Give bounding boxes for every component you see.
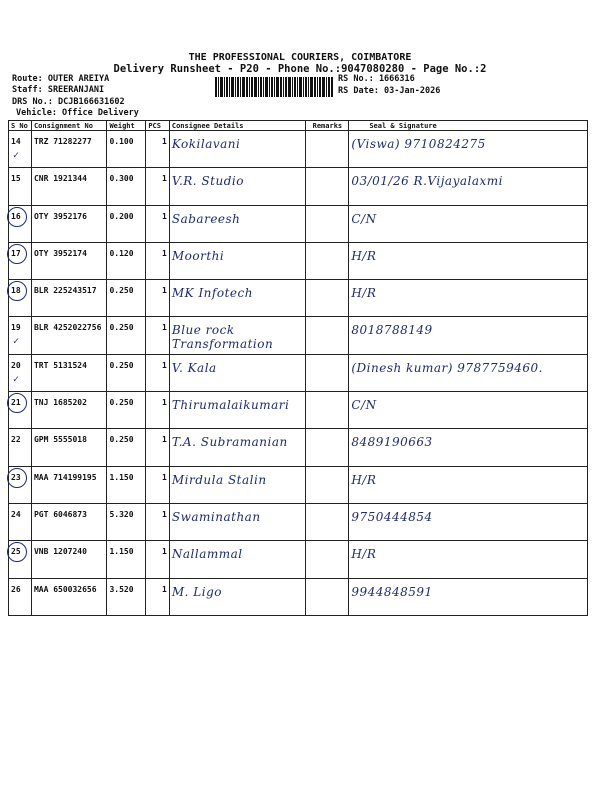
- serial-number-cell: [9, 168, 32, 205]
- pcs-cell: [146, 168, 170, 205]
- pcs-cell: [146, 578, 170, 615]
- vehicle-label: Vehicle: Office Delivery: [16, 108, 139, 118]
- circle-mark-icon: [7, 542, 27, 562]
- consignee-name: MK Infotech: [171, 286, 253, 301]
- check-mark-icon: ✓: [13, 373, 20, 385]
- company-title: THE PROFESSIONAL COURIERS, COIMBATORE: [188, 52, 412, 63]
- staff-label: Staff: SREERANJANI: [12, 85, 105, 95]
- serial-number-cell: [9, 578, 32, 615]
- consignee-name: Kokilavani: [171, 137, 241, 151]
- seal-cell: [349, 131, 588, 168]
- remarks-cell: [306, 168, 349, 205]
- pcs-cell: [146, 317, 170, 354]
- consignee-cell: [169, 541, 306, 578]
- serial-number: 15: [11, 174, 21, 184]
- consignment-cell: [31, 429, 107, 466]
- consignment-cell: [31, 578, 107, 615]
- pcs-value: 1: [162, 584, 167, 594]
- weight-cell: [107, 205, 146, 242]
- serial-number-cell: [9, 354, 32, 391]
- consignee-name: Thirumalaikumari: [171, 398, 290, 413]
- consignee-cell: [169, 429, 306, 466]
- col-remarks: Remarks: [306, 121, 349, 131]
- seal-cell: [349, 280, 588, 317]
- table-row: [9, 354, 588, 391]
- pcs-cell: [146, 354, 170, 391]
- seal-cell: [349, 392, 588, 429]
- consignee-name: M. Ligo: [171, 584, 223, 599]
- weight-value: 1.150: [109, 547, 134, 557]
- serial-number: 16: [11, 211, 21, 221]
- weight-value: 0.100: [109, 137, 134, 146]
- pcs-value: 1: [162, 248, 167, 258]
- col-sno: S No: [9, 121, 32, 131]
- weight-cell: [107, 168, 146, 205]
- consignee-name: Nallammal: [171, 547, 243, 562]
- consignee-cell: [169, 205, 306, 242]
- circle-mark-icon: [7, 468, 27, 488]
- consignment-number: GPM 5555018: [33, 435, 87, 445]
- weight-value: 0.250: [109, 286, 134, 296]
- serial-number: 17: [11, 248, 21, 258]
- barcode-image: [215, 77, 333, 97]
- pcs-cell: [146, 280, 170, 317]
- table-row: [9, 242, 588, 279]
- consignee-name: Mirdula Stalin: [171, 472, 267, 487]
- weight-value: 1.150: [109, 472, 134, 482]
- pcs-value: 1: [162, 509, 167, 519]
- consignment-number: OTY 3952174: [33, 248, 87, 258]
- table-header-row: [9, 121, 588, 131]
- seal-cell: [349, 541, 588, 578]
- seal-cell: [349, 429, 588, 466]
- pcs-value: 1: [162, 137, 167, 146]
- consignee-cell: [169, 466, 306, 503]
- col-weight: Weight: [107, 121, 146, 131]
- pcs-value: 1: [162, 174, 167, 184]
- drs-label: DRS No.: DCJB166631602: [12, 97, 125, 107]
- table-row: [9, 205, 588, 242]
- weight-value: 0.300: [109, 174, 134, 184]
- remarks-cell: [306, 541, 349, 578]
- weight-value: 0.250: [109, 323, 134, 333]
- remarks-cell: [306, 429, 349, 466]
- seal-signature: 9944848591: [351, 584, 433, 599]
- seal-cell: [349, 317, 588, 354]
- seal-signature: C/N: [351, 398, 377, 413]
- route-label: Route: OUTER AREIYA: [12, 74, 110, 84]
- weight-cell: [107, 503, 146, 540]
- pcs-value: 1: [162, 211, 167, 221]
- consignee-name: T.A. Subramanian: [171, 435, 288, 450]
- rs-date: RS Date: 03-Jan-2026: [338, 86, 441, 96]
- serial-number: 14: [11, 137, 21, 146]
- circle-mark-icon: [7, 281, 27, 301]
- col-consignment: Consignment No: [31, 121, 107, 131]
- consignment-number: VNB 1207240: [33, 547, 87, 557]
- table-row: [9, 280, 588, 317]
- consignment-number: TNJ 1685202: [33, 398, 87, 408]
- col-details: Consignee Details: [169, 121, 306, 131]
- table-row: [9, 392, 588, 429]
- weight-cell: [107, 354, 146, 391]
- weight-value: 5.320: [109, 509, 134, 519]
- remarks-cell: [306, 354, 349, 391]
- runsheet-table: [8, 120, 588, 616]
- remarks-cell: [306, 205, 349, 242]
- pcs-cell: [146, 205, 170, 242]
- consignment-cell: [31, 466, 107, 503]
- weight-cell: [107, 392, 146, 429]
- consignment-number: MAA 650032656: [33, 584, 97, 594]
- seal-cell: [349, 503, 588, 540]
- seal-cell: [349, 578, 588, 615]
- consignee-cell: [169, 168, 306, 205]
- weight-cell: [107, 578, 146, 615]
- pcs-cell: [146, 503, 170, 540]
- consignee-name: Sabareesh: [171, 211, 241, 226]
- seal-signature: 8489190663: [351, 435, 433, 450]
- consignee-cell: [169, 578, 306, 615]
- seal-signature: H/R: [351, 248, 377, 263]
- consignee-name: Blue rock Transformation: [171, 323, 274, 352]
- consignee-cell: [169, 242, 306, 279]
- consignment-cell: [31, 205, 107, 242]
- serial-number: 24: [11, 509, 21, 519]
- serial-number-cell: [9, 541, 32, 578]
- weight-value: 0.120: [109, 248, 134, 258]
- table-row: [9, 578, 588, 615]
- weight-cell: [107, 466, 146, 503]
- remarks-cell: [306, 317, 349, 354]
- consignment-cell: [31, 242, 107, 279]
- consignment-number: BLR 225243517: [33, 286, 97, 296]
- seal-cell: [349, 466, 588, 503]
- consignee-name: Moorthi: [171, 248, 225, 263]
- seal-signature: 03/01/26 R.Vijayalaxmi: [351, 174, 503, 189]
- remarks-cell: [306, 242, 349, 279]
- weight-cell: [107, 131, 146, 168]
- consignment-cell: [31, 354, 107, 391]
- pcs-value: 1: [162, 472, 167, 482]
- consignee-cell: [169, 354, 306, 391]
- weight-cell: [107, 541, 146, 578]
- pcs-cell: [146, 242, 170, 279]
- serial-number: 20: [11, 360, 21, 370]
- table-row: [9, 541, 588, 578]
- circle-mark-icon: [7, 393, 27, 413]
- pcs-value: 1: [162, 398, 167, 408]
- consignment-number: OTY 3952176: [33, 211, 87, 221]
- table-row: [9, 503, 588, 540]
- serial-number: 21: [11, 398, 21, 408]
- runsheet-subtitle: Delivery Runsheet - P20 - Phone No.:9047080280 - Page No.:2: [113, 63, 487, 75]
- pcs-cell: [146, 131, 170, 168]
- pcs-value: 1: [162, 323, 167, 333]
- weight-cell: [107, 242, 146, 279]
- serial-number-cell: [9, 503, 32, 540]
- consignment-cell: [31, 168, 107, 205]
- seal-signature: H/R: [351, 547, 377, 562]
- pcs-value: 1: [162, 435, 167, 445]
- seal-cell: [349, 205, 588, 242]
- serial-number-cell: [9, 392, 32, 429]
- seal-cell: [349, 354, 588, 391]
- col-pcs: PCS: [146, 121, 170, 131]
- table-row: [9, 466, 588, 503]
- consignment-number: PGT 6046873: [33, 509, 87, 519]
- consignment-cell: [31, 131, 107, 168]
- seal-cell: [349, 168, 588, 205]
- weight-value: 0.250: [109, 360, 134, 370]
- consignee-cell: [169, 280, 306, 317]
- seal-signature: C/N: [351, 211, 377, 226]
- seal-signature: (Viswa) 9710824275: [351, 137, 486, 151]
- check-mark-icon: ✓: [13, 336, 20, 348]
- pcs-cell: [146, 392, 170, 429]
- serial-number: 18: [11, 286, 21, 296]
- remarks-cell: [306, 466, 349, 503]
- serial-number: 19: [11, 323, 21, 333]
- consignment-cell: [31, 280, 107, 317]
- consignment-cell: [31, 503, 107, 540]
- weight-value: 0.200: [109, 211, 134, 221]
- consignment-number: BLR 4252022756: [33, 323, 102, 333]
- circle-mark-icon: [7, 207, 27, 227]
- rs-number: RS No.: 1666316: [338, 74, 415, 84]
- remarks-cell: [306, 578, 349, 615]
- consignment-number: MAA 714199195: [33, 472, 97, 482]
- seal-signature: (Dinesh kumar) 9787759460.: [351, 360, 543, 375]
- seal-cell: [349, 242, 588, 279]
- pcs-cell: [146, 466, 170, 503]
- remarks-cell: [306, 503, 349, 540]
- pcs-cell: [146, 541, 170, 578]
- pcs-value: 1: [162, 286, 167, 296]
- consignment-cell: [31, 541, 107, 578]
- serial-number: 26: [11, 584, 21, 594]
- remarks-cell: [306, 131, 349, 168]
- consignment-cell: [31, 392, 107, 429]
- table-row: [9, 429, 588, 466]
- pcs-value: 1: [162, 547, 167, 557]
- serial-number-cell: [9, 280, 32, 317]
- seal-signature: H/R: [351, 286, 377, 301]
- seal-signature: 9750444854: [351, 509, 433, 524]
- serial-number-cell: [9, 466, 32, 503]
- serial-number-cell: [9, 131, 32, 168]
- consignment-number: TRT 5131524: [33, 360, 87, 370]
- table-row: [9, 317, 588, 354]
- consignee-name: V.R. Studio: [171, 174, 244, 189]
- seal-signature: H/R: [351, 472, 377, 487]
- serial-number-cell: [9, 205, 32, 242]
- table-row: [9, 131, 588, 168]
- table-row: [9, 168, 588, 205]
- serial-number: 25: [11, 547, 21, 557]
- seal-signature: 8018788149: [351, 323, 433, 338]
- consignment-cell: [31, 317, 107, 354]
- check-mark-icon: ✓: [13, 150, 20, 161]
- weight-cell: [107, 280, 146, 317]
- consignee-cell: [169, 392, 306, 429]
- col-seal: Seal & Signature: [349, 121, 588, 131]
- consignment-number: CNR 1921344: [33, 174, 87, 184]
- serial-number-cell: [9, 242, 32, 279]
- serial-number-cell: [9, 317, 32, 354]
- weight-value: 0.250: [109, 435, 134, 445]
- pcs-value: 1: [162, 360, 167, 370]
- weight-cell: [107, 429, 146, 466]
- consignee-cell: [169, 317, 306, 354]
- remarks-cell: [306, 392, 349, 429]
- pcs-cell: [146, 429, 170, 466]
- serial-number: 23: [11, 472, 21, 482]
- serial-number: 22: [11, 435, 21, 445]
- consignment-number: TRZ 71282277: [33, 137, 92, 146]
- weight-value: 0.250: [109, 398, 134, 408]
- circle-mark-icon: [7, 244, 27, 264]
- consignee-name: V. Kala: [171, 360, 217, 375]
- consignee-name: Swaminathan: [171, 509, 261, 524]
- remarks-cell: [306, 280, 349, 317]
- consignee-cell: [169, 131, 306, 168]
- consignee-cell: [169, 503, 306, 540]
- weight-cell: [107, 317, 146, 354]
- weight-value: 3.520: [109, 584, 134, 594]
- serial-number-cell: [9, 429, 32, 466]
